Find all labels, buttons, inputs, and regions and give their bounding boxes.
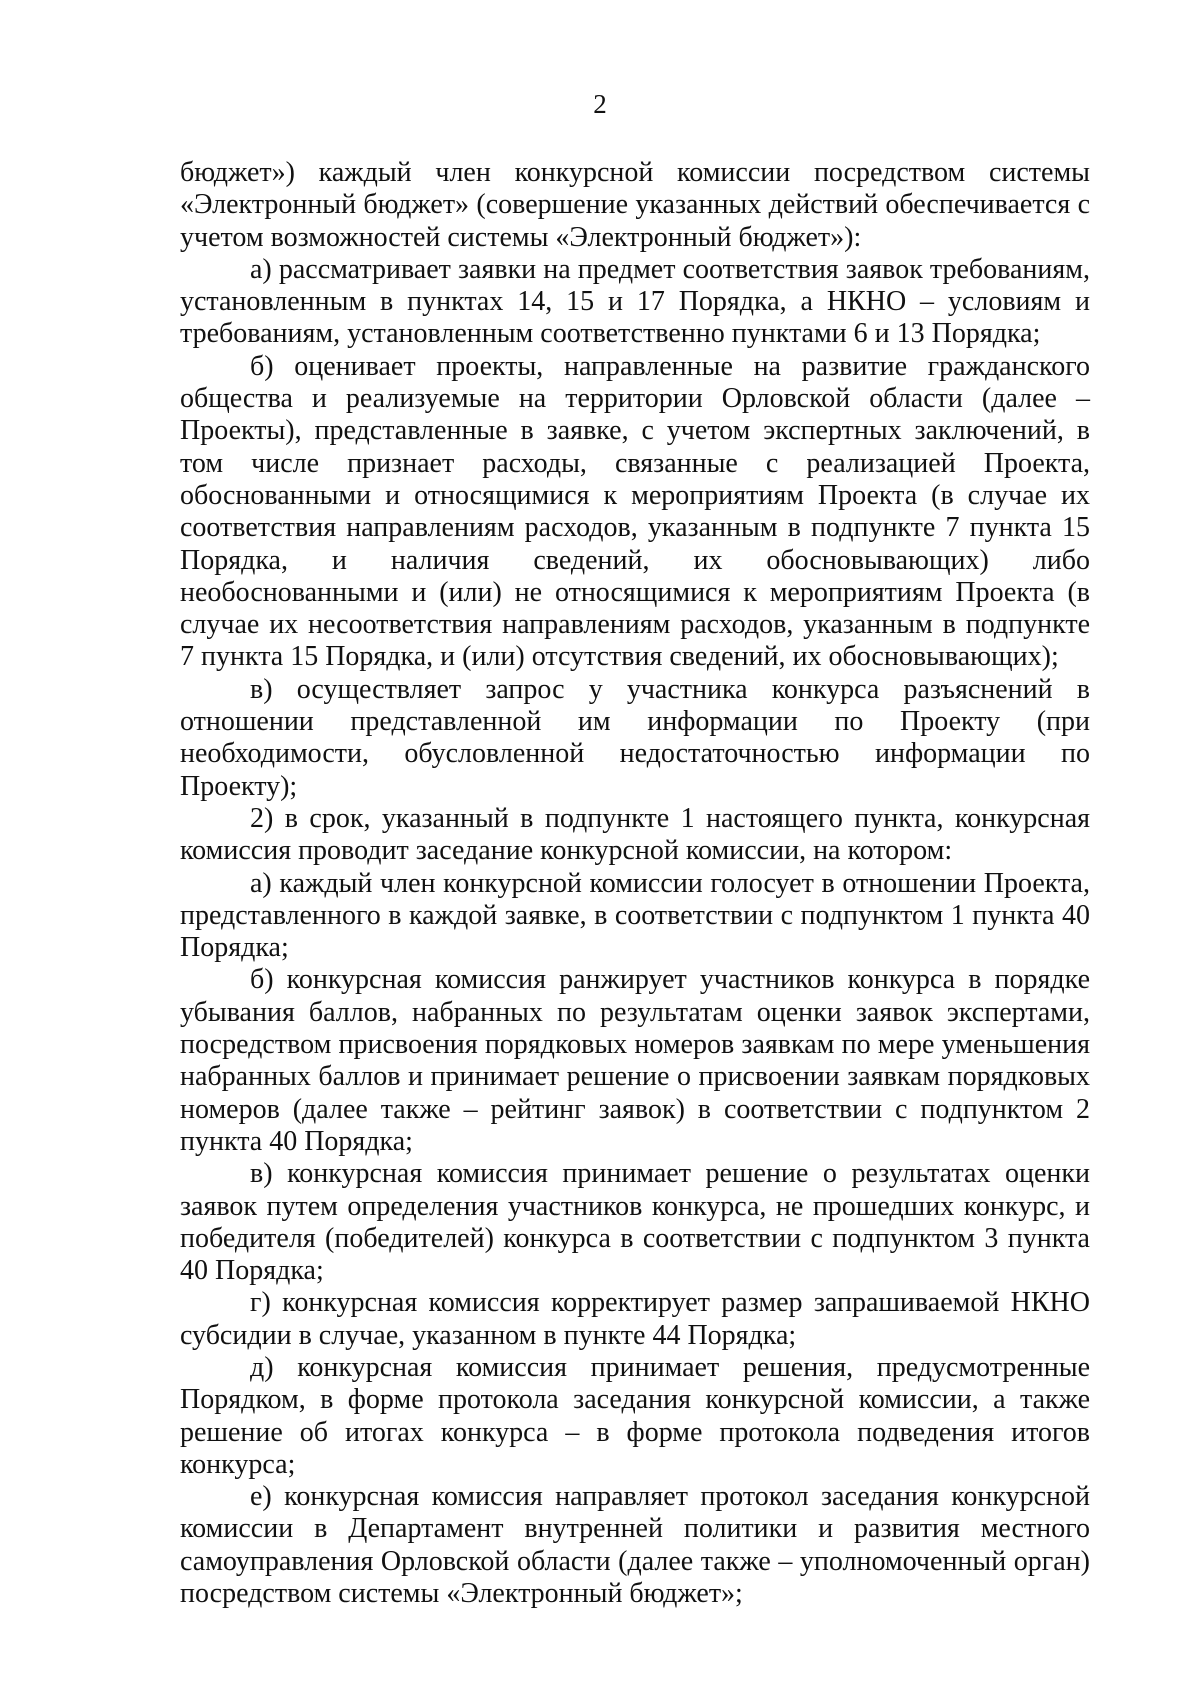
paragraph-item-2: 2) в срок, указанный в подпункте 1 настоящего пункта, конкурсная комиссия проводит заседание конкурсной комиссии, на котором: — [180, 802, 1090, 867]
document-body — [180, 157, 1090, 1610]
paragraph-item-a: а) рассматривает заявки на предмет соответствия заявок требованиям, установленным в пунктах 14, 15 и 17 Порядка, а НКНО – условиям и требованиям, установленным соответственно пунктами 6 и 13 Порядка; — [180, 253, 1090, 350]
page-number: 2 — [593, 89, 607, 119]
paragraph-item-2g: г) конкурсная комиссия корректирует размер запрашиваемой НКНО субсидии в случае, указанном в пункте 44 Порядка; — [180, 1287, 1090, 1351]
paragraph-continuation: бюджет») каждый член конкурсной комиссии посредством системы «Электронный бюджет» (совершение указанных действий обеспечивается с учетом возможностей системы «Электронный бюджет»): — [180, 157, 1090, 253]
paragraph-item-2d: д) конкурсная комиссия принимает решения, предусмотренные Порядком, в форме протокола заседания конкурсной комиссии, а также решение об итогах конкурса – в форме протокола подведения итогов конкурса; — [180, 1351, 1090, 1480]
paragraph-item-b: б) оценивает проекты, направленные на развитие гражданского общества и реализуемые на территории Орловской области (далее – Проекты), представленные в заявке, с учетом экспертных заключений, в том числе признает расходы, связанные с реализацией Проекта, обоснованными и относящимися к мероприятиям Проекта (в случае их соответствия направлениям расходов, указанным в подпункте 7 пункта 15 Порядка, и наличия сведений, их обосновывающих) либо необоснованными и (или) не относящимися к мероприятиям Проекта (в случае их несоответствия направлениям расходов, указанным в подпункте 7 пункта 15 Порядка, и (или) отсутствия сведений, их обосновывающих); — [180, 350, 1090, 673]
paragraph-item-2a: а) каждый член конкурсной комиссии голосует в отношении Проекта, представленного в каждой заявке, в соответствии с подпунктом 1 пункта 40 Порядка; — [180, 867, 1090, 964]
paragraph-item-2b: б) конкурсная комиссия ранжирует участников конкурса в порядке убывания баллов, набранных по результатам оценки заявок экспертами, посредством присвоения порядковых номеров заявкам по мере уменьшения набранных баллов и принимает решение о присвоении заявкам порядковых номеров (далее также – рейтинг заявок) в соответствии с подпунктом 2 пункта 40 Порядка; — [180, 964, 1090, 1157]
paragraph-item-2e: е) конкурсная комиссия направляет протокол заседания конкурсной комиссии в Департамент внутренней политики и развития местного самоуправления Орловской области (далее также – уполномоченный орган) посредством системы «Электронный бюджет»; — [180, 1481, 1090, 1610]
paragraph-item-2v: в) конкурсная комиссия принимает решение о результатах оценки заявок путем определения участников конкурса, не прошедших конкурс, и победителя (победителей) конкурса в соответствии с подпунктом 3 пункта 40 Порядка; — [180, 1158, 1090, 1287]
paragraph-item-v: в) осуществляет запрос у участника конкурса разъяснений в отношении представленной им информации по Проекту (при необходимости, обусловленной недостаточностью информации по Проекту); — [180, 673, 1090, 802]
